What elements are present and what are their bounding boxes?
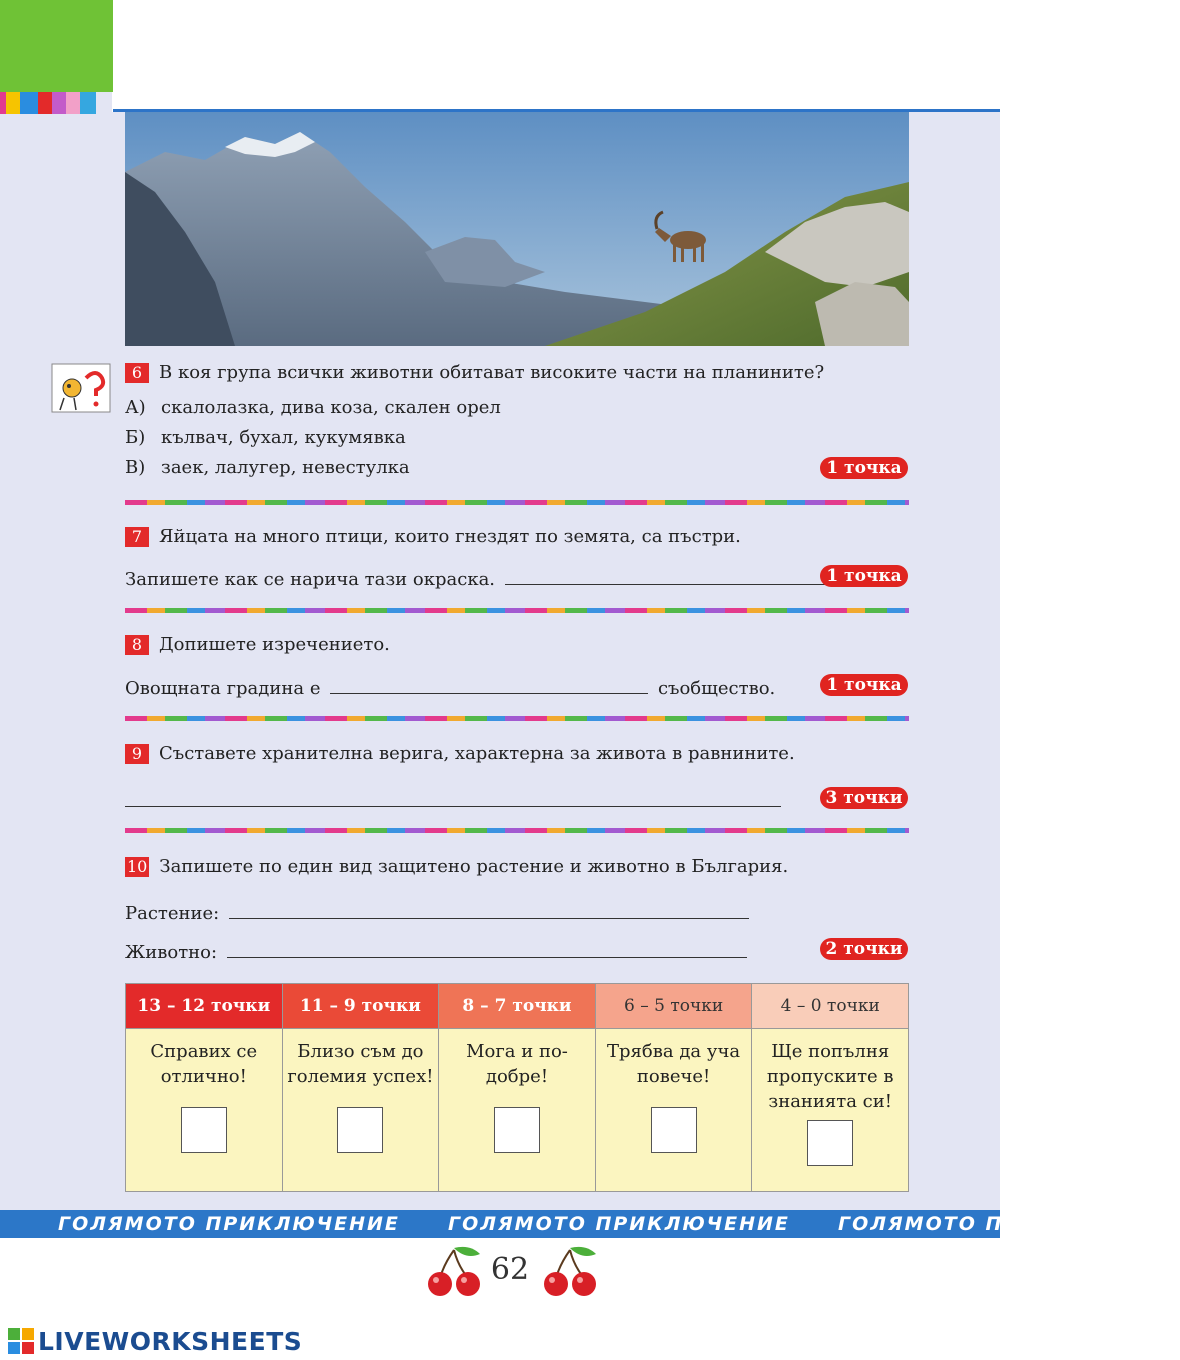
self-assessment-checkbox[interactable]	[337, 1107, 383, 1153]
score-range-header: 6 – 5 точки	[595, 984, 752, 1029]
message-line: Близо съм до	[297, 1041, 424, 1062]
message-line: отлично!	[160, 1066, 247, 1087]
score-cell	[126, 1029, 283, 1192]
question-text: Допишете изречението.	[159, 634, 390, 655]
score-message	[284, 1039, 438, 1089]
answer-prompt-end: съобщество.	[657, 678, 776, 699]
plant-answer-line	[125, 900, 749, 924]
answer-blank[interactable]	[505, 566, 841, 585]
self-assessment-table	[125, 983, 909, 1192]
banner-text: ГОЛЯМОТО ПРИКЛЮЧЕНИЕ	[838, 1213, 1180, 1235]
question-number: 6	[125, 363, 149, 383]
plant-label: Растение:	[125, 903, 220, 924]
score-cell	[595, 1029, 752, 1192]
logo-mark-icon	[8, 1328, 34, 1354]
message-line: Мога и по-	[466, 1041, 568, 1062]
option-b[interactable]	[125, 427, 406, 448]
points-badge: 2 точки	[820, 938, 908, 960]
banner-text: ГОЛЯМОТО ПРИКЛЮЧЕНИЕ	[58, 1213, 400, 1235]
question-6	[125, 362, 909, 383]
option-text: заек, лалугер, невестулка	[161, 457, 410, 478]
mountain-goat-photo	[125, 112, 909, 346]
question-7	[125, 526, 909, 547]
question-number: 9	[125, 744, 149, 764]
section-divider	[125, 500, 909, 505]
self-assessment-checkbox[interactable]	[494, 1107, 540, 1153]
score-cell	[752, 1029, 909, 1192]
corner-green-block	[0, 0, 113, 92]
thinking-mascot-icon	[50, 362, 112, 414]
message-line: повече!	[636, 1066, 711, 1087]
score-range-header: 8 – 7 точки	[439, 984, 596, 1029]
cherry-icon	[540, 1244, 606, 1298]
message-line: Трябва да уча	[607, 1041, 741, 1062]
plant-answer-blank[interactable]	[229, 900, 749, 919]
self-assessment-checkbox[interactable]	[651, 1107, 697, 1153]
points-badge: 1 точка	[820, 457, 908, 479]
question-8	[125, 634, 909, 655]
answer-blank[interactable]	[330, 675, 648, 694]
question-text: Съставете хранителна верига, характерна за живота в равнините.	[159, 743, 795, 764]
question-text: В коя група всички животни обитават високите части на планините?	[159, 362, 825, 383]
message-line: Ще попълня	[771, 1041, 890, 1062]
score-message	[440, 1039, 594, 1089]
question-number: 7	[125, 527, 149, 547]
answer-prompt: Запишете как се нарича тази окраска.	[125, 569, 496, 590]
message-line: Справих се	[150, 1041, 258, 1062]
message-line: големия успех!	[287, 1066, 434, 1087]
score-range-header: 13 – 12 точки	[126, 984, 283, 1029]
score-range-header: 4 – 0 точки	[752, 984, 909, 1029]
section-divider	[125, 828, 909, 833]
points-badge: 1 точка	[820, 674, 908, 696]
points-badge: 3 точки	[820, 787, 908, 809]
question-number: 8	[125, 635, 149, 655]
option-text: скалолазка, дива коза, скален орел	[161, 397, 501, 418]
question-text: Запишете по един вид защитено растение и животно в България.	[159, 856, 789, 877]
option-a[interactable]	[125, 397, 501, 418]
score-message	[127, 1039, 281, 1089]
score-message	[597, 1039, 751, 1089]
animal-answer-line	[125, 939, 747, 963]
option-letter: А)	[125, 397, 146, 418]
logo-text: LIVEWORKSHEETS	[38, 1326, 303, 1356]
score-message	[753, 1039, 907, 1114]
question-text: Яйцата на много птици, които гнездят по земята, са пъстри.	[159, 526, 741, 547]
message-line: добре!	[485, 1066, 549, 1087]
section-divider	[125, 608, 909, 613]
corner-color-stripes	[0, 92, 112, 114]
score-cell	[282, 1029, 439, 1192]
score-range-header: 11 – 9 точки	[282, 984, 439, 1029]
animal-answer-blank[interactable]	[227, 939, 747, 958]
self-assessment-checkbox[interactable]	[807, 1120, 853, 1166]
answer-line-7	[125, 566, 841, 590]
message-line: пропуските в	[766, 1066, 894, 1087]
liveworksheets-logo[interactable]	[8, 1327, 302, 1355]
message-line: знанията си!	[768, 1091, 892, 1112]
answer-blank[interactable]	[125, 788, 781, 807]
question-9	[125, 743, 909, 764]
option-c[interactable]	[125, 457, 410, 478]
option-text: кълвач, бухал, кукумявка	[161, 427, 406, 448]
banner-text: ГОЛЯМОТО ПРИКЛЮЧЕНИЕ	[448, 1213, 790, 1235]
option-letter: В)	[125, 457, 146, 478]
option-letter: Б)	[125, 427, 146, 448]
score-cell	[439, 1029, 596, 1192]
page-number: 62	[490, 1252, 530, 1287]
answer-line-9	[125, 788, 781, 812]
question-number: 10	[127, 857, 148, 876]
series-banner	[0, 1210, 1180, 1238]
points-badge: 1 точка	[820, 565, 908, 587]
question-10	[125, 856, 909, 877]
answer-line-8	[125, 675, 775, 699]
animal-label: Животно:	[125, 942, 218, 963]
self-assessment-checkbox[interactable]	[181, 1107, 227, 1153]
section-divider	[125, 716, 909, 721]
answer-prompt: Овощната градина е	[125, 678, 321, 699]
